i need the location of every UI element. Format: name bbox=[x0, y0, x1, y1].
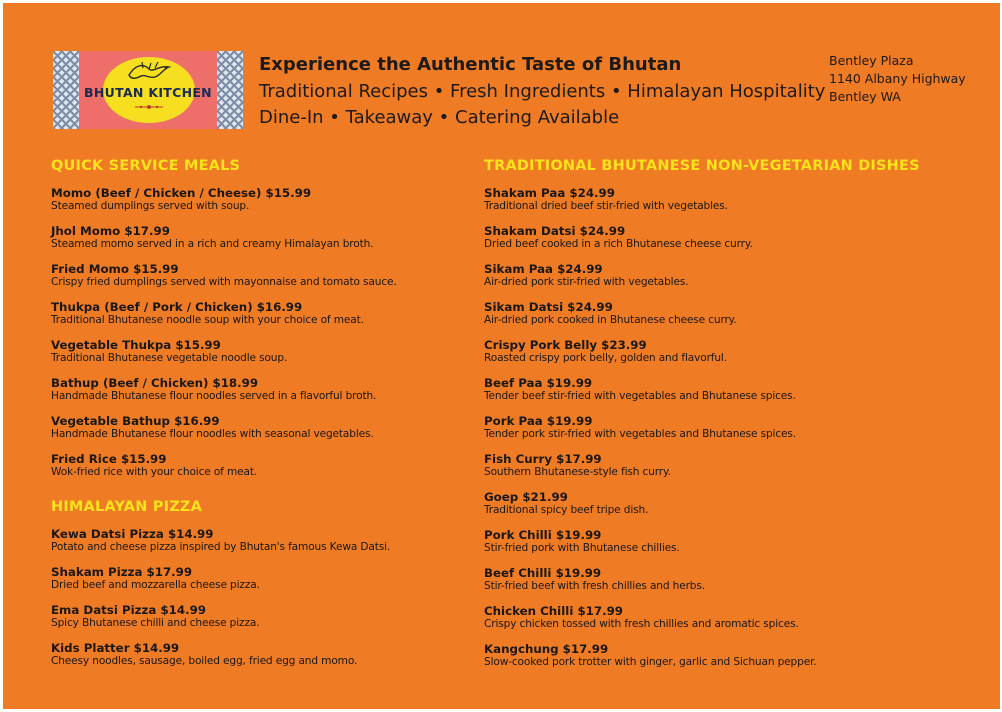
menu-item bbox=[51, 187, 311, 212]
menu-item-title: Ema Datsi Pizza $14.99 bbox=[51, 603, 206, 617]
menu-item-title: Fish Curry $17.99 bbox=[484, 452, 602, 466]
section-title-himalayan-pizza: HIMALAYAN PIZZA bbox=[51, 499, 203, 515]
menu-item-title: Goep $21.99 bbox=[484, 490, 568, 504]
menu-item-title: Kangchung $17.99 bbox=[484, 642, 609, 656]
menu-item bbox=[51, 415, 374, 440]
menu-item-description: Crispy fried dumplings served with mayonnaise and tomato sauce. bbox=[51, 276, 397, 288]
menu-item-description: Steamed dumplings served with soup. bbox=[51, 200, 250, 212]
menu-item-description: Cheesy noodles, sausage, boiled egg, fried egg and momo. bbox=[51, 655, 358, 667]
menu-item bbox=[51, 642, 357, 667]
menu-item-description: Southern Bhutanese-style fish curry. bbox=[484, 466, 671, 478]
menu-item-description: Crispy chicken tossed with fresh chillies and aromatic spices. bbox=[484, 618, 799, 630]
logo-ornament bbox=[135, 104, 163, 110]
menu-item-description: Tender beef stir-fried with vegetables and Bhutanese spices. bbox=[484, 390, 796, 402]
menu-item-title: Beef Paa $19.99 bbox=[484, 376, 593, 390]
menu-item-description: Traditional spicy beef tripe dish. bbox=[484, 504, 649, 516]
menu-item-description: Handmade Bhutanese flour noodles with seasonal vegetables. bbox=[51, 428, 374, 440]
menu-item-title: Beef Chilli $19.99 bbox=[484, 566, 602, 580]
headline: Experience the Authentic Taste of Bhutan bbox=[259, 54, 682, 75]
menu-item-title: Vegetable Thukpa $15.99 bbox=[51, 338, 221, 352]
menu-item bbox=[484, 643, 817, 668]
menu-item-description: Dried beef cooked in a rich Bhutanese cheese curry. bbox=[484, 238, 753, 250]
menu-item-description: Roasted crispy pork belly, golden and flavorful. bbox=[484, 352, 727, 364]
menu-item-description: Traditional Bhutanese vegetable noodle soup. bbox=[51, 352, 288, 364]
menu-item bbox=[484, 453, 671, 478]
address-line: 1140 Albany Highway bbox=[829, 71, 966, 86]
address-block bbox=[829, 52, 966, 106]
menu-item-description: Dried beef and mozzarella cheese pizza. bbox=[51, 579, 260, 591]
menu-item-title: Momo (Beef / Chicken / Cheese) $15.99 bbox=[51, 186, 312, 200]
menu-item-description: Air-dried pork cooked in Bhutanese cheese curry. bbox=[484, 314, 737, 326]
menu-item-title: Fried Rice $15.99 bbox=[51, 452, 167, 466]
menu-item-title: Sikam Datsi $24.99 bbox=[484, 300, 613, 314]
menu-item bbox=[51, 301, 364, 326]
menu-item bbox=[51, 566, 260, 591]
menu-item-title: Crispy Pork Belly $23.99 bbox=[484, 338, 647, 352]
menu-item-title: Fried Momo $15.99 bbox=[51, 262, 179, 276]
restaurant-logo bbox=[53, 51, 243, 129]
menu-item bbox=[51, 339, 287, 364]
menu-item-title: Jhol Momo $17.99 bbox=[51, 224, 170, 238]
menu-item-title: Thukpa (Beef / Pork / Chicken) $16.99 bbox=[51, 300, 303, 314]
menu-item bbox=[484, 529, 680, 554]
menu-item-description: Handmade Bhutanese flour noodles served in a flavorful broth. bbox=[51, 390, 377, 402]
menu-item-description: Traditional Bhutanese noodle soup with your choice of meat. bbox=[51, 314, 364, 326]
menu-item-description: Tender pork stir-fried with vegetables and Bhutanese spices. bbox=[484, 428, 796, 440]
menu-item-title: Kids Platter $14.99 bbox=[51, 641, 180, 655]
menu-item bbox=[51, 453, 257, 478]
menu-page bbox=[3, 3, 1000, 709]
menu-item bbox=[51, 377, 376, 402]
menu-item bbox=[51, 225, 373, 250]
menu-item bbox=[484, 187, 728, 212]
menu-item-title: Sikam Paa $24.99 bbox=[484, 262, 603, 276]
menu-item bbox=[51, 528, 390, 553]
section-title-non-vegetarian: TRADITIONAL BHUTANESE NON-VEGETARIAN DISHES bbox=[484, 158, 920, 174]
menu-item bbox=[484, 225, 753, 250]
menu-item bbox=[484, 605, 799, 630]
menu-item-title: Shakam Pizza $17.99 bbox=[51, 565, 193, 579]
menu-item-title: Chicken Chilli $17.99 bbox=[484, 604, 623, 618]
menu-item-description: Slow-cooked pork trotter with ginger, garlic and Sichuan pepper. bbox=[484, 656, 817, 668]
menu-item-description: Spicy Bhutanese chilli and cheese pizza. bbox=[51, 617, 260, 629]
menu-item-title: Vegetable Bathup $16.99 bbox=[51, 414, 220, 428]
menu-item-description: Steamed momo served in a rich and creamy Himalayan broth. bbox=[51, 238, 374, 250]
menu-item-title: Kewa Datsi Pizza $14.99 bbox=[51, 527, 214, 541]
menu-item bbox=[484, 567, 705, 592]
menu-item-title: Bathup (Beef / Chicken) $18.99 bbox=[51, 376, 259, 390]
menu-item-title: Pork Paa $19.99 bbox=[484, 414, 593, 428]
menu-item bbox=[51, 604, 259, 629]
menu-item-description: Wok-fried rice with your choice of meat. bbox=[51, 466, 258, 478]
menu-item-title: Pork Chilli $19.99 bbox=[484, 528, 602, 542]
menu-item-title: Shakam Paa $24.99 bbox=[484, 186, 615, 200]
menu-item bbox=[484, 377, 796, 402]
menu-item-description: Stir-fried beef with fresh chillies and herbs. bbox=[484, 580, 705, 592]
address-line: Bentley Plaza bbox=[829, 53, 914, 68]
address-line: Bentley WA bbox=[829, 89, 901, 104]
menu-item-description: Traditional dried beef stir-fried with vegetables. bbox=[484, 200, 728, 212]
section-title-quick-service: QUICK SERVICE MEALS bbox=[51, 158, 241, 174]
menu-item bbox=[484, 339, 727, 364]
menu-item bbox=[51, 263, 397, 288]
menu-item-description: Potato and cheese pizza inspired by Bhutan's famous Kewa Datsi. bbox=[51, 541, 391, 553]
tagline-features: Traditional Recipes • Fresh Ingredients • Himalayan Hospitality bbox=[259, 81, 826, 102]
menu-item bbox=[484, 491, 648, 516]
menu-item-description: Air-dried pork stir-fried with vegetables. bbox=[484, 276, 689, 288]
menu-item bbox=[484, 263, 688, 288]
menu-item bbox=[484, 415, 796, 440]
menu-item-title: Shakam Datsi $24.99 bbox=[484, 224, 626, 238]
menu-item bbox=[484, 301, 737, 326]
menu-item-description: Stir-fried pork with Bhutanese chillies. bbox=[484, 542, 680, 554]
logo-name: BHUTAN KITCHEN bbox=[84, 85, 212, 100]
tagline-services: Dine-In • Takeaway • Catering Available bbox=[259, 107, 620, 128]
dragon-icon bbox=[125, 59, 173, 83]
